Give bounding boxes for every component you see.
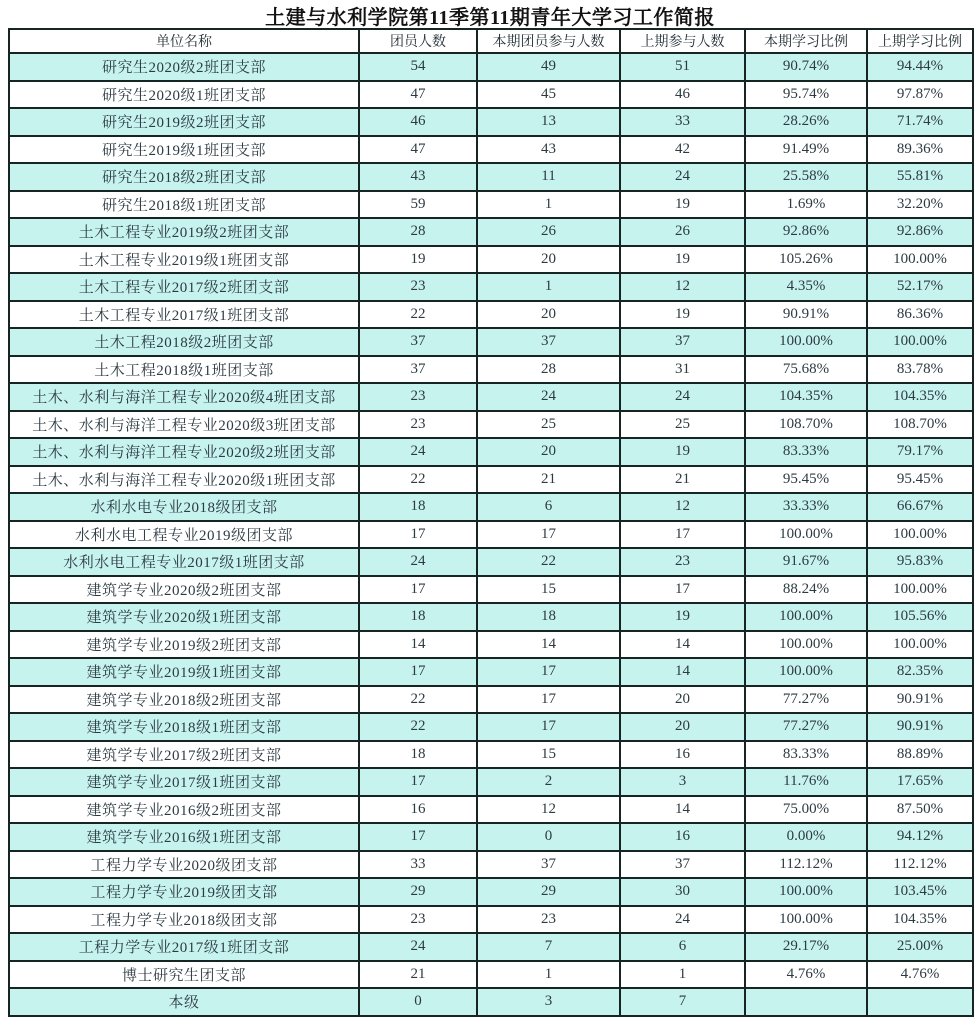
current-participants-cell: 43 — [477, 136, 620, 164]
unit-name-cell: 水利水电工程专业2019级团支部 — [9, 521, 359, 549]
current-ratio-cell: 77.27% — [745, 686, 867, 714]
previous-ratio-cell: 82.35% — [867, 658, 973, 686]
member-count-cell: 23 — [359, 906, 477, 934]
table-row — [9, 53, 973, 81]
table-row — [9, 961, 973, 989]
previous-ratio-cell: 17.65% — [867, 768, 973, 796]
table-row — [9, 988, 973, 1016]
unit-name-cell: 研究生2018级1班团支部 — [9, 191, 359, 219]
current-participants-cell: 37 — [477, 328, 620, 356]
current-participants-cell: 20 — [477, 301, 620, 329]
current-ratio-cell: 112.12% — [745, 851, 867, 879]
table-row — [9, 191, 973, 219]
current-ratio-cell: 100.00% — [745, 521, 867, 549]
previous-participants-cell: 14 — [620, 796, 745, 824]
member-count-cell: 24 — [359, 933, 477, 961]
previous-participants-cell: 30 — [620, 878, 745, 906]
previous-ratio-cell: 103.45% — [867, 878, 973, 906]
table-row — [9, 218, 973, 246]
unit-name-cell: 建筑学专业2016级2班团支部 — [9, 796, 359, 824]
previous-ratio-cell: 94.44% — [867, 53, 973, 81]
member-count-cell: 23 — [359, 411, 477, 439]
current-participants-cell: 17 — [477, 521, 620, 549]
unit-name-cell: 研究生2019级1班团支部 — [9, 136, 359, 164]
previous-participants-cell: 51 — [620, 53, 745, 81]
previous-ratio-cell: 95.45% — [867, 466, 973, 494]
unit-name-cell: 工程力学专业2017级1班团支部 — [9, 933, 359, 961]
current-participants-cell: 1 — [477, 273, 620, 301]
previous-participants-cell: 6 — [620, 933, 745, 961]
table-row — [9, 768, 973, 796]
previous-participants-cell: 12 — [620, 493, 745, 521]
current-ratio-cell: 0.00% — [745, 823, 867, 851]
member-count-cell: 23 — [359, 383, 477, 411]
current-ratio-cell: 100.00% — [745, 658, 867, 686]
unit-name-cell: 水利水电专业2018级团支部 — [9, 493, 359, 521]
previous-ratio-cell: 97.87% — [867, 81, 973, 109]
current-ratio-cell: 75.68% — [745, 356, 867, 384]
current-participants-cell: 17 — [477, 713, 620, 741]
member-count-cell: 18 — [359, 493, 477, 521]
current-participants-cell: 26 — [477, 218, 620, 246]
current-ratio-cell: 95.45% — [745, 466, 867, 494]
previous-ratio-cell: 100.00% — [867, 521, 973, 549]
member-count-cell: 22 — [359, 301, 477, 329]
table-row — [9, 658, 973, 686]
unit-name-cell: 工程力学专业2018级团支部 — [9, 906, 359, 934]
current-ratio-cell: 25.58% — [745, 163, 867, 191]
previous-participants-cell: 20 — [620, 713, 745, 741]
member-count-cell: 54 — [359, 53, 477, 81]
current-participants-cell: 15 — [477, 576, 620, 604]
current-participants-cell: 13 — [477, 108, 620, 136]
table-row — [9, 906, 973, 934]
unit-name-cell: 水利水电工程专业2017级1班团支部 — [9, 548, 359, 576]
previous-participants-cell: 16 — [620, 823, 745, 851]
table-body — [9, 53, 973, 1016]
current-participants-cell: 49 — [477, 53, 620, 81]
previous-ratio-cell: 86.36% — [867, 301, 973, 329]
unit-name-cell: 土木工程2018级1班团支部 — [9, 356, 359, 384]
table-row — [9, 438, 973, 466]
unit-name-cell: 建筑学专业2020级2班团支部 — [9, 576, 359, 604]
previous-ratio-cell: 108.70% — [867, 411, 973, 439]
current-participants-cell: 21 — [477, 466, 620, 494]
report-table — [8, 28, 974, 1017]
unit-name-cell: 建筑学专业2018级1班团支部 — [9, 713, 359, 741]
current-ratio-cell — [745, 988, 867, 1016]
current-participants-cell: 2 — [477, 768, 620, 796]
previous-participants-cell: 24 — [620, 163, 745, 191]
current-participants-cell: 17 — [477, 686, 620, 714]
previous-participants-cell: 24 — [620, 906, 745, 934]
previous-participants-cell: 1 — [620, 961, 745, 989]
current-ratio-cell: 88.24% — [745, 576, 867, 604]
table-row — [9, 713, 973, 741]
unit-name-cell: 建筑学专业2016级1班团支部 — [9, 823, 359, 851]
previous-ratio-cell: 79.17% — [867, 438, 973, 466]
previous-ratio-cell: 104.35% — [867, 383, 973, 411]
previous-ratio-cell: 71.74% — [867, 108, 973, 136]
current-participants-cell: 3 — [477, 988, 620, 1016]
member-count-cell: 47 — [359, 136, 477, 164]
table-row — [9, 823, 973, 851]
column-header-unit-name: 单位名称 — [9, 29, 359, 53]
unit-name-cell: 工程力学专业2020级团支部 — [9, 851, 359, 879]
current-ratio-cell: 100.00% — [745, 631, 867, 659]
table-row — [9, 933, 973, 961]
column-header-member-count: 团员人数 — [359, 29, 477, 53]
previous-participants-cell: 19 — [620, 246, 745, 274]
previous-ratio-cell: 4.76% — [867, 961, 973, 989]
table-row — [9, 136, 973, 164]
unit-name-cell: 建筑学专业2017级1班团支部 — [9, 768, 359, 796]
previous-participants-cell: 31 — [620, 356, 745, 384]
previous-ratio-cell: 87.50% — [867, 796, 973, 824]
member-count-cell: 16 — [359, 796, 477, 824]
previous-participants-cell: 25 — [620, 411, 745, 439]
current-participants-cell: 12 — [477, 796, 620, 824]
previous-ratio-cell: 100.00% — [867, 631, 973, 659]
previous-participants-cell: 12 — [620, 273, 745, 301]
table-row — [9, 851, 973, 879]
previous-participants-cell: 14 — [620, 658, 745, 686]
current-participants-cell: 23 — [477, 906, 620, 934]
current-ratio-cell: 92.86% — [745, 218, 867, 246]
previous-ratio-cell: 90.91% — [867, 686, 973, 714]
previous-ratio-cell: 112.12% — [867, 851, 973, 879]
member-count-cell: 22 — [359, 713, 477, 741]
table-row — [9, 246, 973, 274]
previous-ratio-cell: 88.89% — [867, 741, 973, 769]
current-participants-cell: 37 — [477, 851, 620, 879]
current-ratio-cell: 104.35% — [745, 383, 867, 411]
table-row — [9, 548, 973, 576]
unit-name-cell: 研究生2020级2班团支部 — [9, 53, 359, 81]
table-row — [9, 108, 973, 136]
table-row — [9, 878, 973, 906]
member-count-cell: 17 — [359, 823, 477, 851]
current-ratio-cell: 105.26% — [745, 246, 867, 274]
current-participants-cell: 24 — [477, 383, 620, 411]
table-header — [9, 29, 973, 53]
header-row — [9, 29, 973, 53]
unit-name-cell: 博士研究生团支部 — [9, 961, 359, 989]
current-participants-cell: 1 — [477, 191, 620, 219]
table-row — [9, 273, 973, 301]
table-row — [9, 493, 973, 521]
previous-participants-cell: 19 — [620, 191, 745, 219]
column-header-current-ratio: 本期学习比例 — [745, 29, 867, 53]
current-ratio-cell: 75.00% — [745, 796, 867, 824]
column-header-previous-ratio: 上期学习比例 — [867, 29, 973, 53]
table-row — [9, 741, 973, 769]
current-participants-cell: 45 — [477, 81, 620, 109]
previous-ratio-cell: 95.83% — [867, 548, 973, 576]
current-ratio-cell: 4.35% — [745, 273, 867, 301]
previous-ratio-cell: 55.81% — [867, 163, 973, 191]
previous-participants-cell: 3 — [620, 768, 745, 796]
member-count-cell: 46 — [359, 108, 477, 136]
member-count-cell: 59 — [359, 191, 477, 219]
unit-name-cell: 建筑学专业2019级1班团支部 — [9, 658, 359, 686]
table-row — [9, 631, 973, 659]
previous-ratio-cell: 32.20% — [867, 191, 973, 219]
current-participants-cell: 29 — [477, 878, 620, 906]
current-participants-cell: 22 — [477, 548, 620, 576]
member-count-cell: 17 — [359, 658, 477, 686]
unit-name-cell: 土木、水利与海洋工程专业2020级1班团支部 — [9, 466, 359, 494]
table-row — [9, 81, 973, 109]
current-participants-cell: 20 — [477, 438, 620, 466]
previous-ratio-cell: 105.56% — [867, 603, 973, 631]
current-ratio-cell: 90.91% — [745, 301, 867, 329]
table-row — [9, 328, 973, 356]
column-header-current-participants: 本期团员参与人数 — [477, 29, 620, 53]
unit-name-cell: 土木工程专业2017级1班团支部 — [9, 301, 359, 329]
current-ratio-cell: 95.74% — [745, 81, 867, 109]
current-participants-cell: 28 — [477, 356, 620, 384]
previous-participants-cell: 14 — [620, 631, 745, 659]
previous-participants-cell: 37 — [620, 328, 745, 356]
member-count-cell: 17 — [359, 768, 477, 796]
current-participants-cell: 14 — [477, 631, 620, 659]
member-count-cell: 43 — [359, 163, 477, 191]
current-ratio-cell: 100.00% — [745, 603, 867, 631]
previous-ratio-cell: 100.00% — [867, 576, 973, 604]
member-count-cell: 23 — [359, 273, 477, 301]
current-ratio-cell: 91.49% — [745, 136, 867, 164]
member-count-cell: 0 — [359, 988, 477, 1016]
member-count-cell: 24 — [359, 548, 477, 576]
current-ratio-cell: 33.33% — [745, 493, 867, 521]
member-count-cell: 18 — [359, 603, 477, 631]
current-ratio-cell: 83.33% — [745, 741, 867, 769]
previous-ratio-cell: 92.86% — [867, 218, 973, 246]
current-participants-cell: 15 — [477, 741, 620, 769]
previous-ratio-cell: 89.36% — [867, 136, 973, 164]
member-count-cell: 28 — [359, 218, 477, 246]
table-row — [9, 383, 973, 411]
current-ratio-cell: 100.00% — [745, 328, 867, 356]
table-row — [9, 356, 973, 384]
previous-ratio-cell: 94.12% — [867, 823, 973, 851]
table-row — [9, 796, 973, 824]
current-participants-cell: 0 — [477, 823, 620, 851]
previous-participants-cell: 42 — [620, 136, 745, 164]
member-count-cell: 21 — [359, 961, 477, 989]
table-row — [9, 466, 973, 494]
current-participants-cell: 7 — [477, 933, 620, 961]
previous-ratio-cell: 100.00% — [867, 328, 973, 356]
previous-participants-cell: 19 — [620, 603, 745, 631]
member-count-cell: 47 — [359, 81, 477, 109]
unit-name-cell: 建筑学专业2019级2班团支部 — [9, 631, 359, 659]
current-participants-cell: 6 — [477, 493, 620, 521]
previous-participants-cell: 19 — [620, 301, 745, 329]
unit-name-cell: 土木、水利与海洋工程专业2020级4班团支部 — [9, 383, 359, 411]
unit-name-cell: 研究生2020级1班团支部 — [9, 81, 359, 109]
unit-name-cell: 研究生2019级2班团支部 — [9, 108, 359, 136]
unit-name-cell: 土木工程2018级2班团支部 — [9, 328, 359, 356]
current-ratio-cell: 83.33% — [745, 438, 867, 466]
table-row — [9, 521, 973, 549]
current-participants-cell: 20 — [477, 246, 620, 274]
current-ratio-cell: 108.70% — [745, 411, 867, 439]
member-count-cell: 17 — [359, 576, 477, 604]
unit-name-cell: 土木工程专业2019级1班团支部 — [9, 246, 359, 274]
member-count-cell: 24 — [359, 438, 477, 466]
current-ratio-cell: 4.76% — [745, 961, 867, 989]
previous-ratio-cell: 100.00% — [867, 246, 973, 274]
current-ratio-cell: 100.00% — [745, 878, 867, 906]
member-count-cell: 22 — [359, 466, 477, 494]
member-count-cell: 29 — [359, 878, 477, 906]
page-title: 土建与水利学院第11季第11期青年大学习工作简报 — [265, 7, 715, 29]
member-count-cell: 18 — [359, 741, 477, 769]
member-count-cell: 33 — [359, 851, 477, 879]
current-ratio-cell: 77.27% — [745, 713, 867, 741]
table-row — [9, 576, 973, 604]
table-row — [9, 163, 973, 191]
unit-name-cell: 建筑学专业2017级2班团支部 — [9, 741, 359, 769]
previous-participants-cell: 26 — [620, 218, 745, 246]
current-participants-cell: 1 — [477, 961, 620, 989]
current-participants-cell: 11 — [477, 163, 620, 191]
unit-name-cell: 土木、水利与海洋工程专业2020级3班团支部 — [9, 411, 359, 439]
table-row — [9, 603, 973, 631]
unit-name-cell: 本级 — [9, 988, 359, 1016]
table-row — [9, 411, 973, 439]
previous-participants-cell: 19 — [620, 438, 745, 466]
previous-participants-cell: 17 — [620, 576, 745, 604]
table-row — [9, 686, 973, 714]
current-ratio-cell: 91.67% — [745, 548, 867, 576]
current-ratio-cell: 28.26% — [745, 108, 867, 136]
member-count-cell: 14 — [359, 631, 477, 659]
previous-participants-cell: 16 — [620, 741, 745, 769]
unit-name-cell: 土木工程专业2019级2班团支部 — [9, 218, 359, 246]
current-participants-cell: 25 — [477, 411, 620, 439]
previous-ratio-cell: 52.17% — [867, 273, 973, 301]
previous-participants-cell: 33 — [620, 108, 745, 136]
current-ratio-cell: 1.69% — [745, 191, 867, 219]
column-header-previous-participants: 上期参与人数 — [620, 29, 745, 53]
current-participants-cell: 18 — [477, 603, 620, 631]
unit-name-cell: 土木工程专业2017级2班团支部 — [9, 273, 359, 301]
previous-participants-cell: 46 — [620, 81, 745, 109]
unit-name-cell: 研究生2018级2班团支部 — [9, 163, 359, 191]
previous-ratio-cell — [867, 988, 973, 1016]
previous-ratio-cell: 90.91% — [867, 713, 973, 741]
unit-name-cell: 建筑学专业2020级1班团支部 — [9, 603, 359, 631]
previous-participants-cell: 7 — [620, 988, 745, 1016]
current-ratio-cell: 90.74% — [745, 53, 867, 81]
member-count-cell: 37 — [359, 328, 477, 356]
table-row — [9, 301, 973, 329]
previous-ratio-cell: 83.78% — [867, 356, 973, 384]
unit-name-cell: 土木、水利与海洋工程专业2020级2班团支部 — [9, 438, 359, 466]
member-count-cell: 19 — [359, 246, 477, 274]
previous-participants-cell: 23 — [620, 548, 745, 576]
previous-participants-cell: 24 — [620, 383, 745, 411]
member-count-cell: 22 — [359, 686, 477, 714]
previous-ratio-cell: 66.67% — [867, 493, 973, 521]
previous-participants-cell: 37 — [620, 851, 745, 879]
previous-ratio-cell: 25.00% — [867, 933, 973, 961]
previous-participants-cell: 20 — [620, 686, 745, 714]
previous-participants-cell: 21 — [620, 466, 745, 494]
previous-participants-cell: 17 — [620, 521, 745, 549]
member-count-cell: 17 — [359, 521, 477, 549]
current-participants-cell: 17 — [477, 658, 620, 686]
member-count-cell: 37 — [359, 356, 477, 384]
unit-name-cell: 建筑学专业2018级2班团支部 — [9, 686, 359, 714]
current-ratio-cell: 100.00% — [745, 906, 867, 934]
unit-name-cell: 工程力学专业2019级团支部 — [9, 878, 359, 906]
current-ratio-cell: 11.76% — [745, 768, 867, 796]
previous-ratio-cell: 104.35% — [867, 906, 973, 934]
current-ratio-cell: 29.17% — [745, 933, 867, 961]
